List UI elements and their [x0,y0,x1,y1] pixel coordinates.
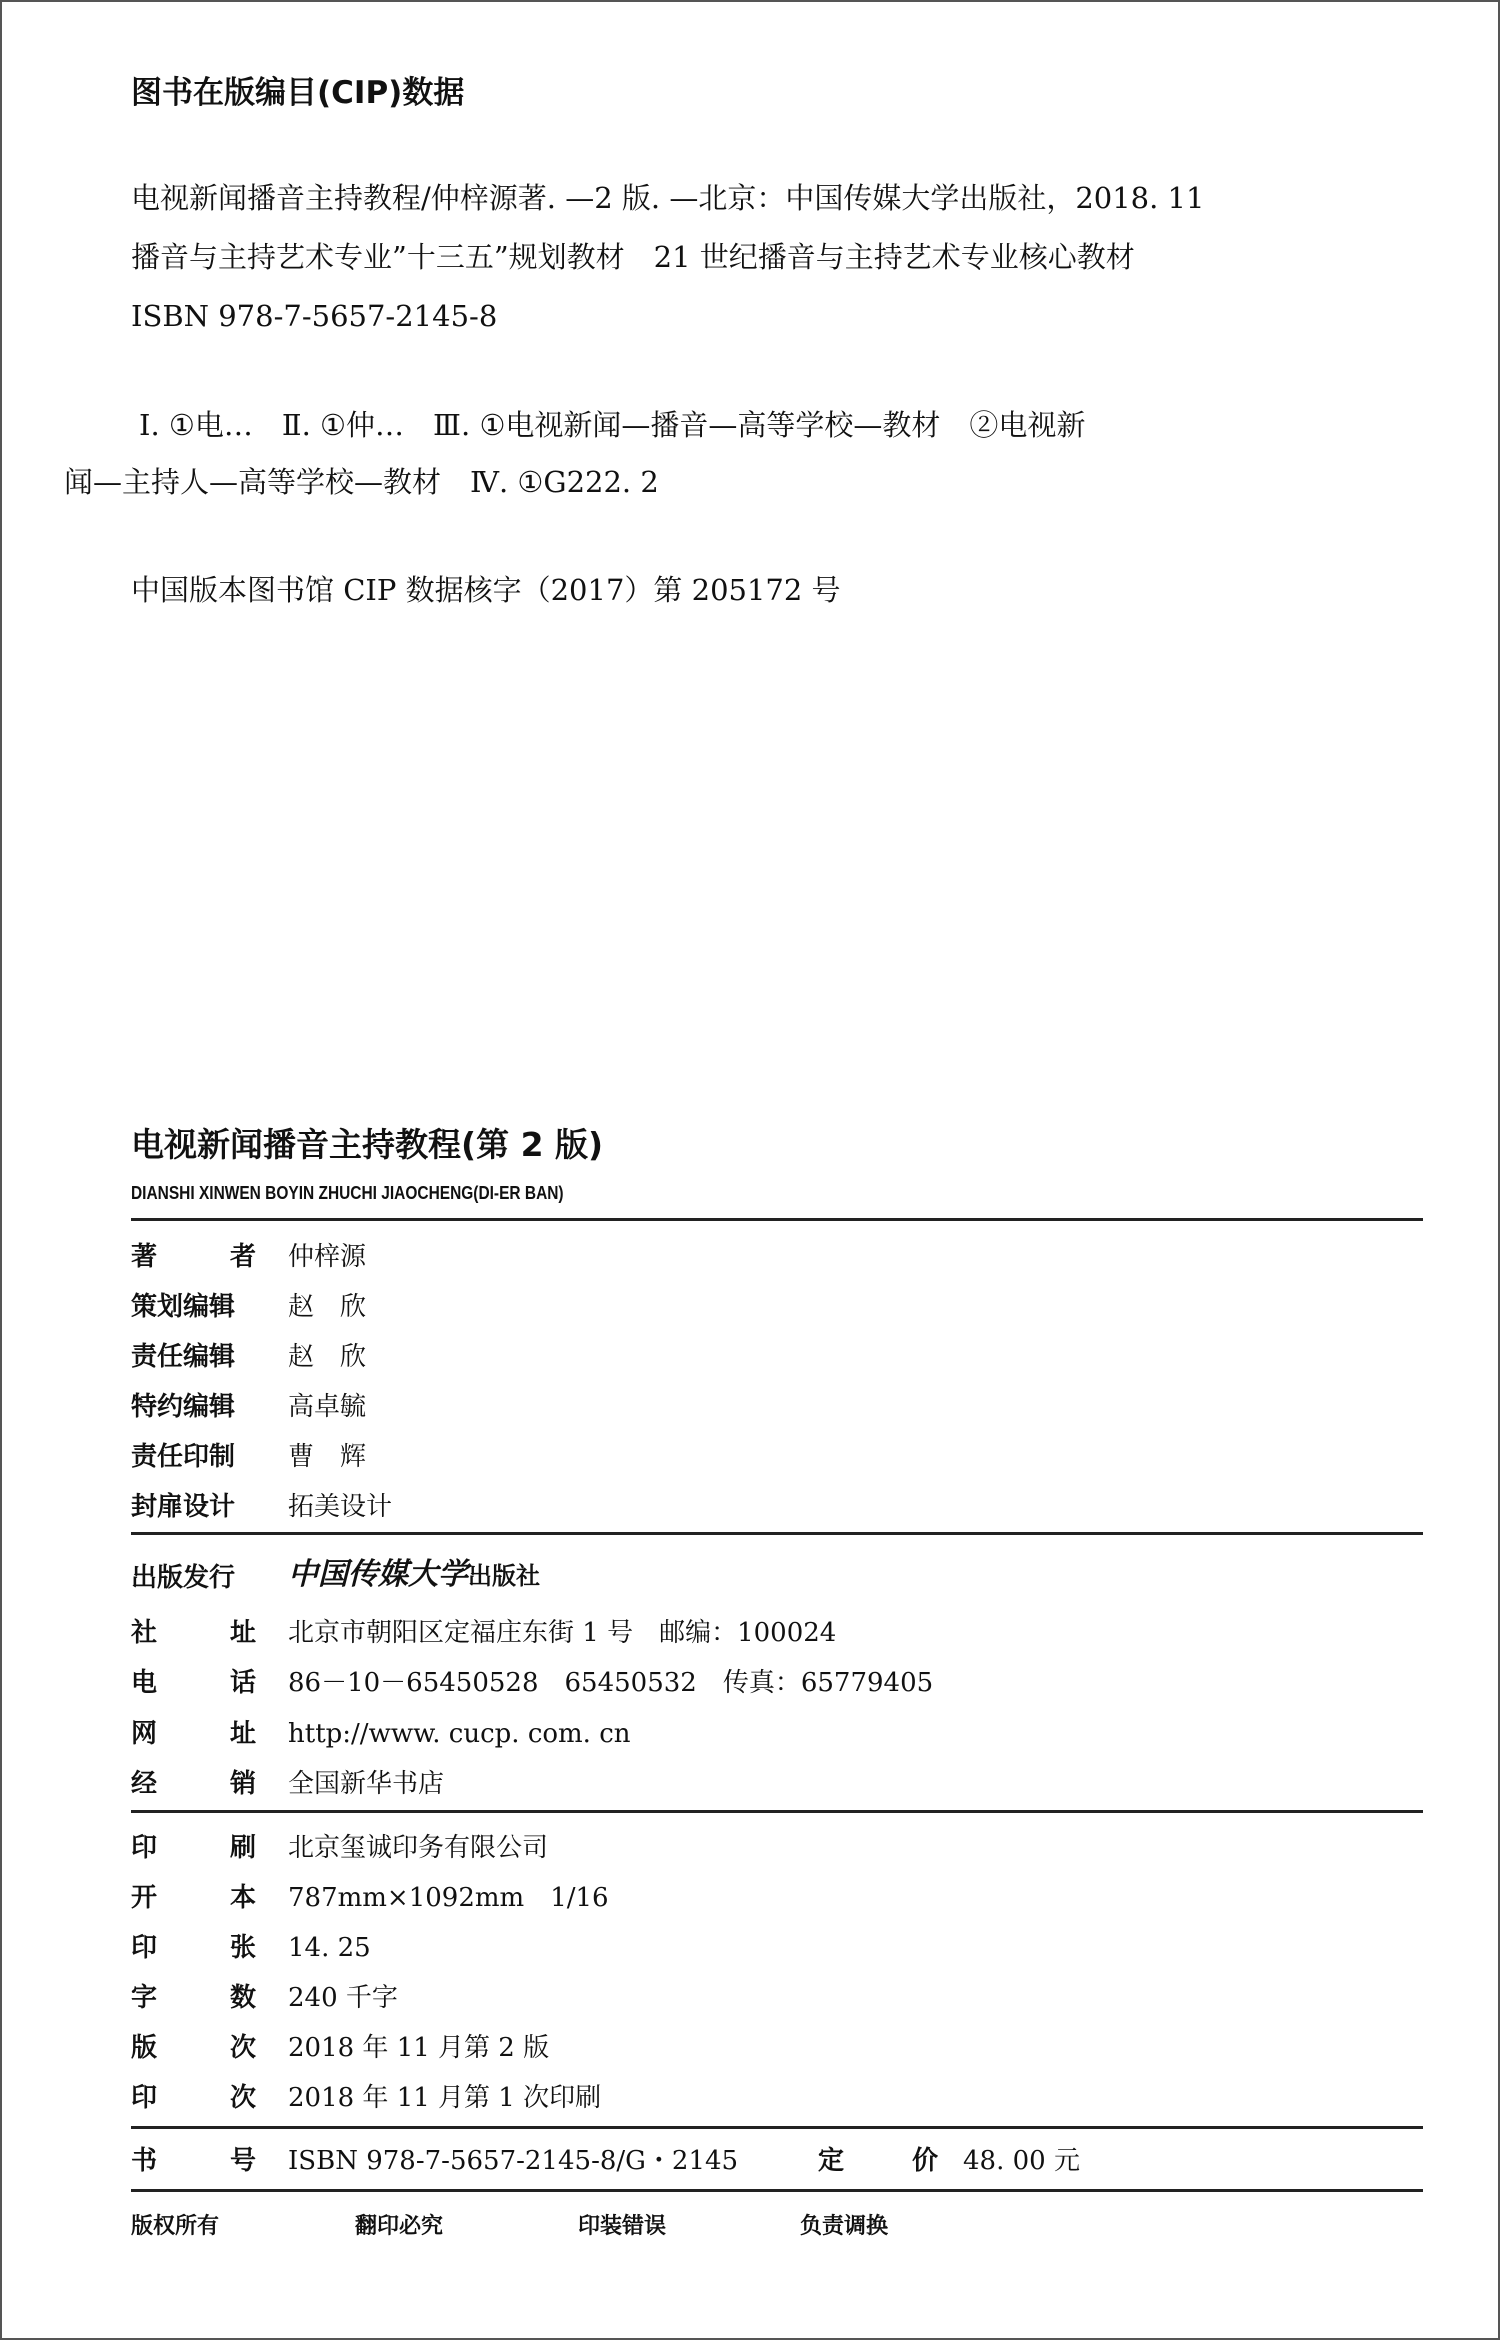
divider [131,1810,1423,1813]
divider [131,1218,1423,1221]
credit-value-special-editor: 高卓毓 [288,1392,367,1422]
website-label: 网 址 [131,1719,256,1749]
footer-copyright: 版权所有 [131,2214,220,2239]
impression-label: 印 次 [131,2083,256,2113]
address-value: 北京市朝阳区定福庄东街 1 号 邮编：100024 [288,1618,837,1648]
cip-heading: 图书在版编目(CIP)数据 [131,75,465,111]
website-link[interactable]: http://www. cucp. com. cn [288,1719,631,1749]
isbn-label: 书 号 [131,2146,256,2176]
cip-library-line: 中国版本图书馆 CIP 数据核字（2017）第 205172 号 [131,573,841,607]
cip-classification-line-1: Ⅰ. ①电… Ⅱ. ①仲… Ⅲ. ①电视新闻—播音—高等学校—教材 ②电视新 [139,408,1086,442]
book-title: 电视新闻播音主持教程(第 2 版) [131,1125,604,1164]
cip-title-line: 电视新闻播音主持教程/仲梓源著. —2 版. —北京：中国传媒大学出版社，2018. 11 [131,181,1205,215]
credit-label-planning-editor: 策划编辑 [131,1292,236,1322]
distributor-label: 经 销 [131,1769,256,1799]
credit-value-author: 仲梓源 [288,1242,367,1272]
publisher-label: 出版发行 [131,1563,236,1593]
credit-label-author: 著 者 [131,1242,256,1272]
format-label: 开 本 [131,1883,256,1913]
footer-exchange: 负责调换 [800,2214,889,2239]
credit-label-cover-design: 封扉设计 [131,1492,236,1522]
sheets-value: 14. 25 [288,1933,371,1963]
impression-value: 2018 年 11 月第 1 次印刷 [288,2083,602,2113]
divider [131,1532,1423,1535]
sheets-label: 印 张 [131,1933,256,1963]
credit-label-print-manager: 责任印制 [131,1442,236,1472]
divider [131,2189,1423,2192]
word-count-label: 字 数 [131,1983,256,2013]
footer-printing-errors: 印装错误 [578,2214,667,2239]
edition-label: 版 次 [131,2033,256,2063]
distributor-value: 全国新华书店 [288,1769,445,1799]
printer-value: 北京玺诚印务有限公司 [288,1833,549,1863]
credit-value-cover-design: 拓美设计 [288,1492,393,1522]
phone-label: 电 话 [131,1668,256,1698]
printer-label: 印 刷 [131,1833,256,1863]
format-value: 787mm×1092mm 1/16 [288,1883,609,1913]
word-count-value: 240 千字 [288,1983,398,2013]
credit-label-responsible-editor: 责任编辑 [131,1342,236,1372]
credit-value-print-manager: 曹 辉 [288,1442,367,1472]
credit-value-responsible-editor: 赵 欣 [288,1342,367,1372]
publisher-logo: 中国传媒大学出版社 [288,1557,540,1592]
phone-value: 86－10－65450528 65450532 传真：65779405 [288,1668,934,1698]
footer-no-reprint: 翻印必究 [355,2214,444,2239]
book-title-pinyin: DIANSHI XINWEN BOYIN ZHUCHI JIAOCHENG(DI-ER BAN) [131,1183,564,1203]
isbn-value: ISBN 978-7-5657-2145-8/G・2145 [288,2146,739,2176]
address-label: 社 址 [131,1618,256,1648]
cip-series-line: 播音与主持艺术专业”十三五”规划教材 21 世纪播音与主持艺术专业核心教材 [131,240,1135,274]
price-label: 定 价 [818,2146,938,2176]
credit-value-planning-editor: 赵 欣 [288,1292,367,1322]
credit-label-special-editor: 特约编辑 [131,1392,236,1422]
cip-classification-line-2: 闻—主持人—高等学校—教材 Ⅳ. ①G222. 2 [64,465,659,499]
edition-value: 2018 年 11 月第 2 版 [288,2033,550,2063]
price-value: 48. 00 元 [963,2146,1080,2176]
divider [131,2126,1423,2129]
cip-isbn-line: ISBN 978-7-5657-2145-8 [131,299,498,333]
